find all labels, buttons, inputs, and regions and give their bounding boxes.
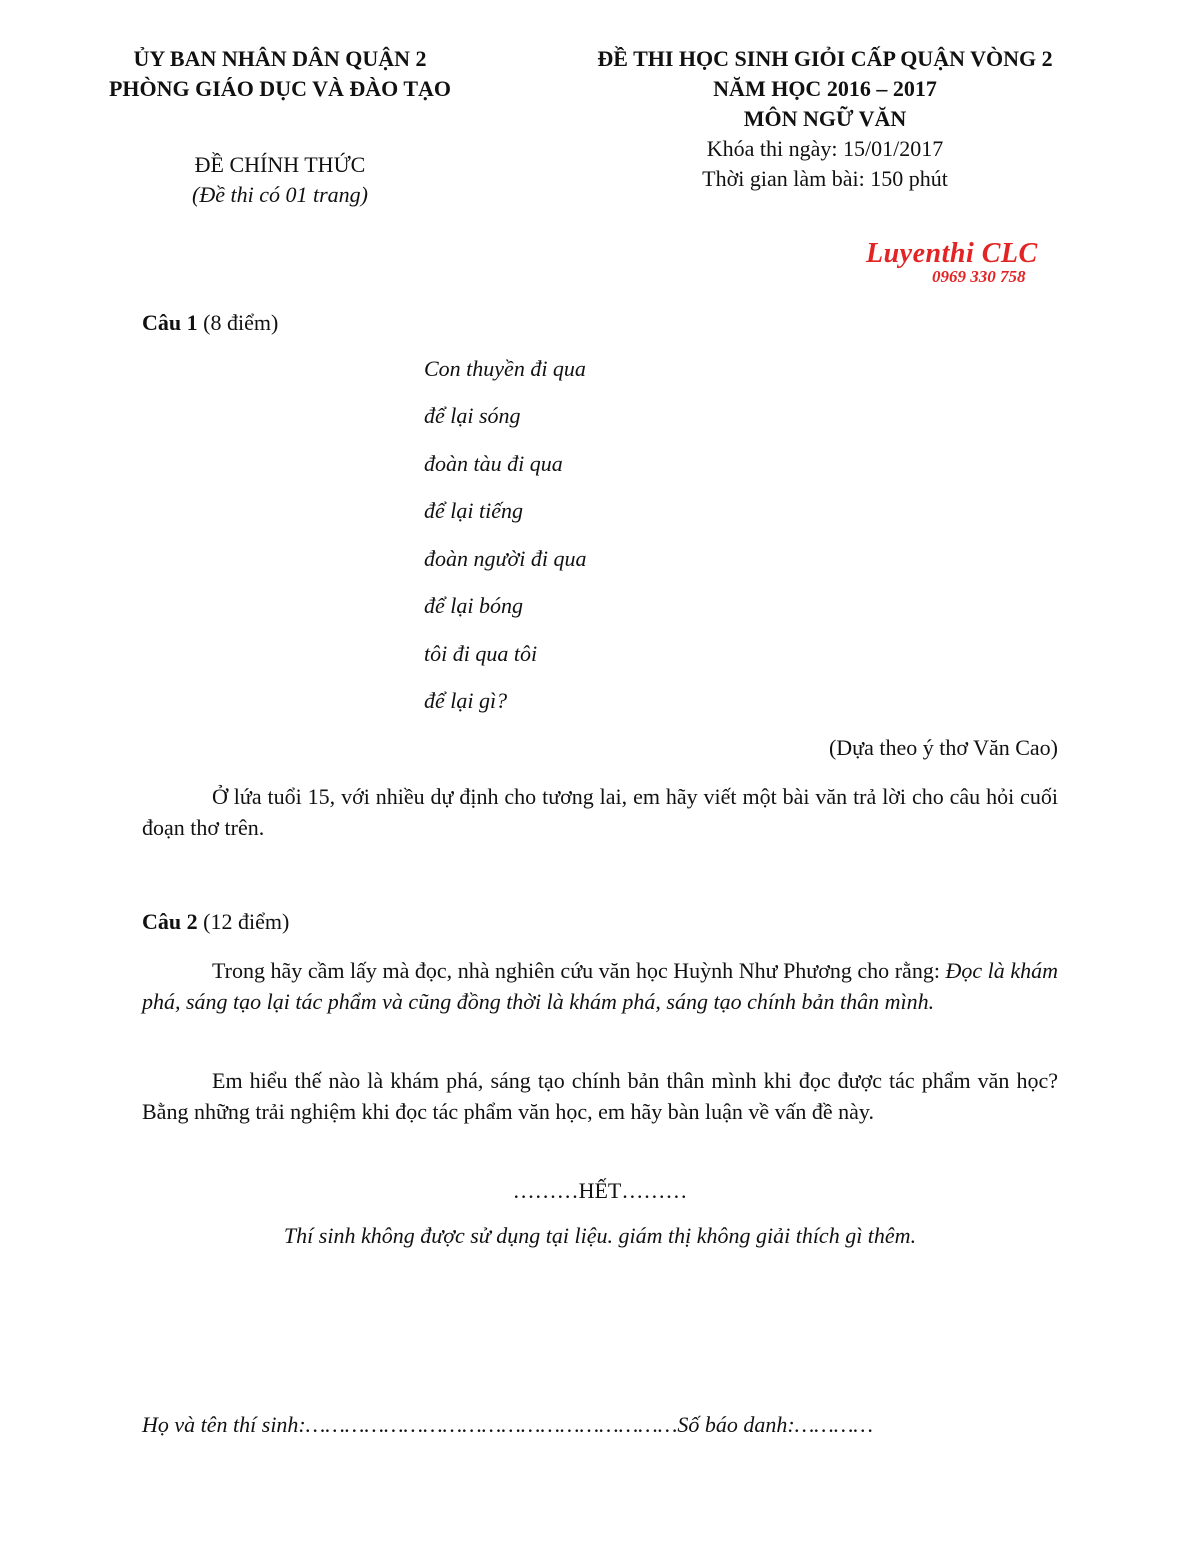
end-mark: ………HẾT……… (512, 1178, 688, 1203)
question2-quote: Đọc là khám phá, sáng tạo lại tác phẩm và cũng đồng thời là khám phá, sáng tạo chính bản thân mình. (142, 958, 1058, 1014)
subject: MÔN NGỮ VĂN (743, 106, 907, 131)
question2-points: (12 điểm) (197, 909, 290, 934)
department-name: PHÒNG GIÁO DỤC VÀ ĐÀO TẠO (108, 76, 452, 101)
question2-label: Câu 2 (142, 909, 198, 934)
question1-points: (8 điểm) (197, 310, 279, 335)
poem-line: để lại gì? (424, 688, 508, 713)
question2-title (142, 907, 289, 938)
pages-note: (Đề thi có 01 trang) (192, 182, 368, 207)
official-stamp-block (60, 150, 500, 210)
school-year: NĂM HỌC 2016 – 2017 (713, 76, 937, 101)
official-label: ĐỀ CHÍNH THỨC (194, 152, 366, 177)
candidate-info-line: Họ và tên thí sinh:…………………………………………………Số báo danh:………… (142, 1412, 873, 1437)
exam-title: ĐỀ THI HỌC SINH GIỎI CẤP QUẬN VÒNG 2 (597, 46, 1053, 71)
exam-date: Khóa thi ngày: 15/01/2017 (706, 136, 944, 161)
committee-name: ỦY BAN NHÂN DÂN QUẬN 2 (133, 46, 427, 71)
logo-brand: Luyenthi CLC (866, 238, 1038, 269)
question1-prompt: Ở lứa tuổi 15, với nhiều dự định cho tương lai, em hãy viết một bài văn trả lời cho câu hỏi cuối đoạn thơ trên. (142, 784, 1058, 840)
question2-prompt: Em hiểu thế nào là khám phá, sáng tạo chính bản thân mình khi đọc được tác phẩm văn học? Bằng những trải nghiệm khi đọc tác phẩm văn học, em hãy bàn luận về vấn đề này. (142, 1068, 1058, 1124)
exam-duration: Thời gian làm bài: 150 phút (702, 166, 948, 191)
poem-line: đoàn người đi qua (424, 546, 587, 571)
question1-label: Câu 1 (142, 310, 198, 335)
poem-line: để lại bóng (424, 593, 523, 618)
poem-source: (Dựa theo ý thơ Văn Cao) (828, 735, 1058, 760)
poem-line: tôi đi qua tôi (424, 641, 538, 666)
logo-phone: 0969 330 758 (932, 267, 1026, 286)
poem-line: Con thuyền đi qua (424, 356, 586, 381)
header-left (60, 44, 500, 104)
watermark-logo (866, 240, 1096, 290)
question2-intro: Trong hãy cầm lấy mà đọc, nhà nghiên cứu văn học Huỳnh Như Phương cho rằng: (212, 958, 946, 983)
exam-rules-note: Thí sinh không được sử dụng tại liệu. giám thị không giải thích gì thêm. (283, 1223, 917, 1248)
poem-line: để lại sóng (424, 403, 521, 428)
poem-line: để lại tiếng (424, 498, 523, 523)
header-right (520, 44, 1130, 194)
question1-title (142, 308, 278, 339)
question2-intro-paragraph (142, 955, 1058, 1017)
poem-line: đoàn tàu đi qua (424, 451, 563, 476)
